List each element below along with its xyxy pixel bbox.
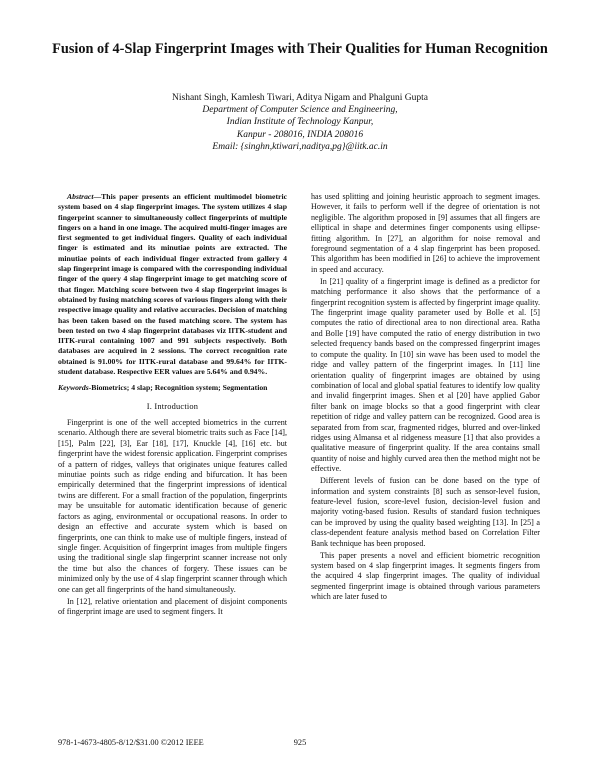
- paragraph: Fingerprint is one of the well accepted biometrics in the current scenario. Although there are several biometric traits such as Face [14], [15], Palm [22], [3], Ear [18], [17], Knuckle [4], [16] etc. but fingerprint have the widest forensic application. Fingerprint comprises of a pattern of ridges, valleys that originates unique features called minutiae points such as ridge ending and bifurcation. It has been empirically determined that the fingerprint impressions of identical twins are different. For a small fraction of the population, fingerprints may be unsuitable for automatic identification because of generic factors as aging, environmental or occupational reasons. In order to design an effective and accurate system which is based on fingerprints, one can think to make use of multiple fingers, instead of single finger. Acquisition of fingerprint images from multiple fingers using the traditional single slap fingerprint scanner increase not only the time but also the chances of forgery. These issues can be minimized only by the use of 4 slap fingerprint scanner through which one can get all fingerprints of the hand simultaneously.: [58, 418, 287, 594]
- paragraph: In [12], relative orientation and placement of disjoint components of fingerprint image are used to segment fingers. It: [58, 596, 287, 616]
- author-address: Kanpur - 208016, INDIA 208016: [236, 129, 364, 140]
- author-names: Nishant Singh, Kamlesh Tiwari, Aditya Nigam and Phalguni Gupta: [172, 93, 428, 103]
- footer-isbn: 978-1-4673-4805-8/12/$31.00 ©2012 IEEE: [58, 738, 204, 747]
- keywords: [58, 383, 287, 393]
- paragraph: Different levels of fusion can be done based on the type of information and system constraints [8] such as sensor-level fusion, feature-level fusion, score-level fusion, decision-level fusion and majority voting-based fusion. Results of standard fusion techniques can be improved by using the quality based weighting [13]. In [25] a class-dependent feature analysis method based on Correlation Filter Bank technique has been proposed.: [311, 476, 540, 548]
- paragraph: has used splitting and joining heuristic approach to segment images. However, it fails to perform well if the degree of orientation is not negligible. The algorithm proposed in [9] assumes that all fingers are elliptical in shape and determines finger components using ellipse-fitting algorithm. In [27], an algorithm for noise removal and foreground segmentation of a 4 slap fingerprint has been proposed. This algorithm has been modified in [26] to achieve the improvement in speed and accuracy.: [311, 192, 540, 274]
- keywords-text: -Biometrics; 4 slap; Recognition system; Segmentation: [88, 383, 268, 393]
- abstract-text: —This paper presents an efficient multimodel biometric system based on 4 slap fingerprint images. The system utilizes 4 slap fingerprint scanner to simultaneously collect fingerprints of multiple fingers on a hand in one image. The acquired multi-finger images are first segmented to get individual fingers. Quality of each individual finger is estimated and its minutiae points are extracted. The minutiae points of each individual finger extracted from gallery 4 slap fingerprint image is compared with the corresponding individual finger of the query 4 slap fingerprint image to get matching score of that finger. Matching score between two 4 slap fingerprint images is obtained by fusing matching scores of various fingers along with their respective image quality and relative accuracies. Decision of matching has been taken based on the fused matching score. The system has been tested on two 4 slap fingerprint databases viz IITK-student and IITK-rural containing 1007 and 991 subjects respectively. Both databases are acquired in 2 sessions. The correct recognition rate obtained is 91.00% for IITK-rural database and 99.64% for IITK-student database. Respective EER values are 5.64% and 0.94%.: [58, 192, 287, 377]
- section-heading-introduction: I. Introduction: [146, 401, 199, 411]
- page-number: 925: [293, 738, 307, 747]
- paper-title: Fusion of 4-Slap Fingerprint Images with Their Qualities for Human Recognition: [52, 41, 548, 57]
- abstract-lead: Abstract: [67, 192, 94, 201]
- author-block: [60, 92, 540, 153]
- right-column: [311, 192, 540, 604]
- left-column: [58, 192, 287, 619]
- author-department: Department of Computer Science and Engineering,: [202, 105, 398, 116]
- paragraph: In [21] quality of a fingerprint image is defined as a predictor for matching performance it also shows that the performance of a fingerprint recognition system is affected by fingerprint image quality. The fingerprint image quality parameter used by Bolle et al. [5] computes the ratio of directional area to non directional area. Ratha and Bolle [19] have computed the ratio of energy distribution in two selected frequency bands based on the compressed fingerprint images to compute the quality. In [10] sin wave has been used to model the ridge and valley pattern of the fingerprint images. In [11] line orientation quality of fingerprint images are obtained by using combination of local and global spatial features to identify low quality and invalid fingerprint images. Shen et al [20] have applied Gabor filter bank on image blocks so that a good fingerprint with clear repetition of ridge and valley pattern can be recognized. Good area is separated from from scar, fragmented ridges, blurred and over-linked ridges using Almansa et al ridgeness measure [1] that also provides a qualitative measure of fingerprint quality. If the area contains small quantity of noise and highly curved area then the method might not be effective.: [311, 276, 540, 474]
- abstract: [58, 192, 287, 377]
- paragraph: This paper presents a novel and efficient biometric recognition system based on 4 slap fingerprint images. It segments fingers from the acquired 4 slap fingerprint images. The quality of individual segmented fingerprint image is obtained through various parameters which are later fused to: [311, 550, 540, 602]
- author-institute: Indian Institute of Technology Kanpur,: [226, 117, 374, 128]
- keywords-lead: Keywords: [58, 383, 89, 393]
- author-email: Email: {singhn,ktiwari,naditya,pg}@iitk.ac.in: [212, 141, 388, 152]
